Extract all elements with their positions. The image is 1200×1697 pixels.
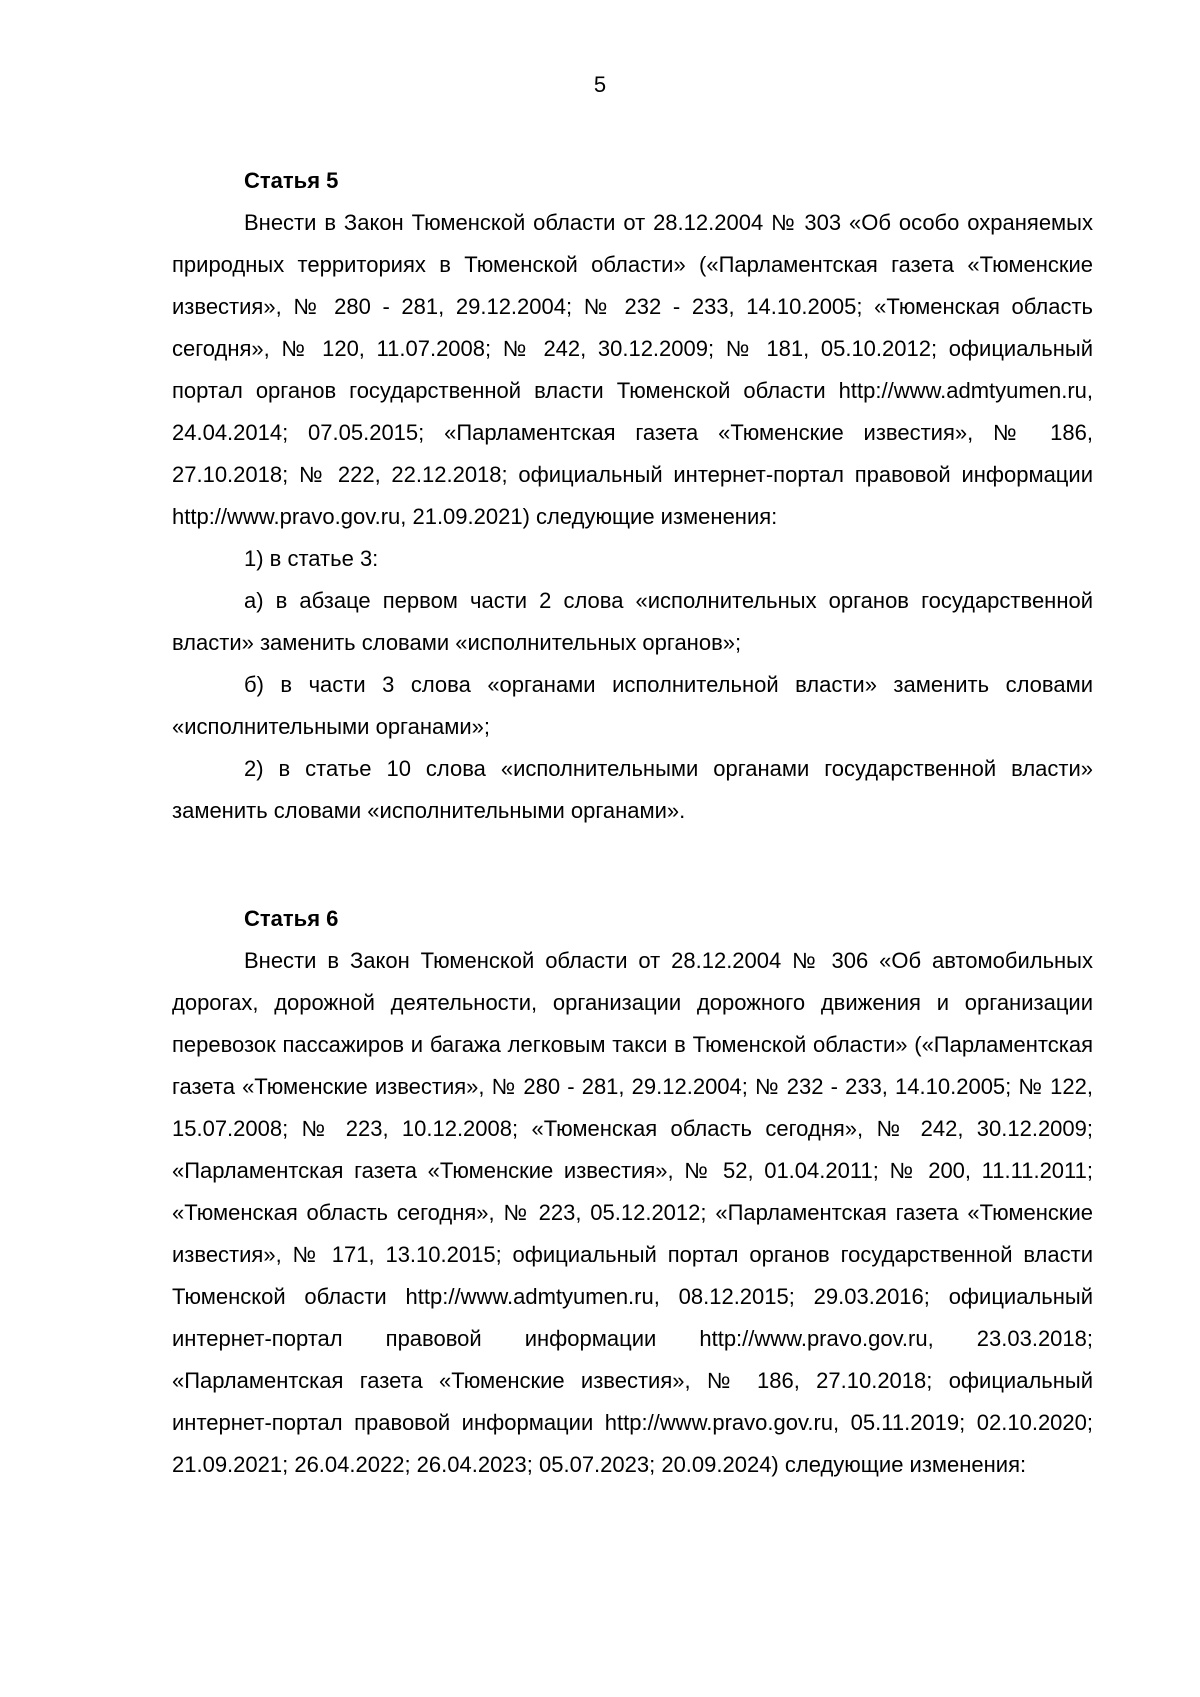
section-gap (172, 832, 1093, 898)
page-number: 5 (593, 72, 607, 97)
article-6 (172, 898, 1093, 1486)
article-5-item-1a: а) в абзаце первом части 2 слова «исполнительных органов государственной власти» заменить словами «исполнительных органов»; (172, 588, 1093, 655)
article-5-intro: Внести в Закон Тюменской области от 28.12.2004 № 303 «Об особо охраняемых природных территориях в Тюменской области» («Парламентская газета «Тюменские известия», № 280 - 281, 29.12.2004; № 232 - 233, 14.10.2005; «Тюменская область сегодня», № 120, 11.07.2008; № 242, 30.12.2009; № 181, 05.10.2012; официальный портал органов государственной власти Тюменской области http://www.admtyumen.ru, 24.04.2014; 07.05.2015; «Парламентская газета «Тюменские известия», № 186, 27.10.2018; № 222, 22.12.2018; официальный интернет-портал правовой информации http://www.pravo.gov.ru, 21.09.2021) следующие изменения: (172, 210, 1093, 529)
document-body (172, 160, 1093, 1486)
article-6-heading: Статья 6 (244, 906, 339, 931)
article-6-intro: Внести в Закон Тюменской области от 28.12.2004 № 306 «Об автомобильных дорогах, дорожной деятельности, организации дорожного движения и организации перевозок пассажиров и багажа легковым такси в Тюменской области» («Парламентская газета «Тюменские известия», № 280 - 281, 29.12.2004; № 232 - 233, 14.10.2005; № 122, 15.07.2008; № 223, 10.12.2008; «Тюменская область сегодня», № 242, 30.12.2009; «Парламентская газета «Тюменские известия», № 52, 01.04.2011; № 200, 11.11.2011; «Тюменская область сегодня», № 223, 05.12.2012; «Парламентская газета «Тюменские известия», № 171, 13.10.2015; официальный портал органов государственной власти Тюменской области http://www.admtyumen.ru, 08.12.2015; 29.03.2016; официальный интернет-портал правовой информации http://www.pravo.gov.ru, 23.03.2018; «Парламентская газета «Тюменские известия», № 186, 27.10.2018; официальный интернет-портал правовой информации http://www.pravo.gov.ru, 05.11.2019; 02.10.2020; 21.09.2021; 26.04.2022; 26.04.2023; 05.07.2023; 20.09.2024) следующие изменения: (172, 948, 1093, 1477)
article-5-heading: Статья 5 (244, 168, 339, 193)
article-5 (172, 160, 1093, 832)
article-5-item-1b: б) в части 3 слова «органами исполнительной власти» заменить словами «исполнительными органами»; (172, 672, 1093, 739)
article-5-item-2: 2) в статье 10 слова «исполнительными органами государственной власти» заменить словами «исполнительными органами». (172, 756, 1093, 823)
article-5-item-1: 1) в статье 3: (244, 546, 379, 571)
